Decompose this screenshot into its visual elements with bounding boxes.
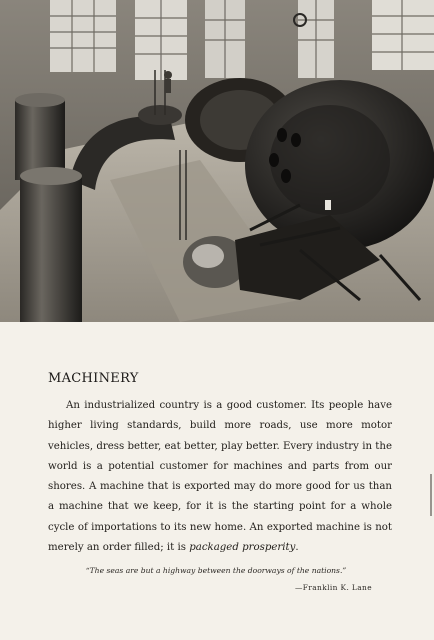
tank-front [20,175,82,322]
body-text-end: . [295,542,299,554]
margin-mark [430,474,432,516]
body-text-emphasis: packaged prosperity [189,542,296,554]
body-text-main: An industrialized country is a good customer. Its people have higher living standards, build more roads, use more motor vehicles, dress better, eat better, play better. Every industry in the world is a potential customer for machines and parts from our shores. A machine that is exported may do more good for us than a machine that we keep, for it is the starting point for a whole cycle of importations to its new home. An exported machine is not merely an order filled; it is [48,400,392,554]
body-paragraph [48,396,392,558]
window-panes [50,0,434,80]
quotation: “The seas are but a highway between the doorways of the nations.” [85,566,347,575]
worker-figure [164,71,172,79]
section-title: MACHINERY [48,371,139,386]
quotation-attribution: —Franklin K. Lane [294,583,372,592]
